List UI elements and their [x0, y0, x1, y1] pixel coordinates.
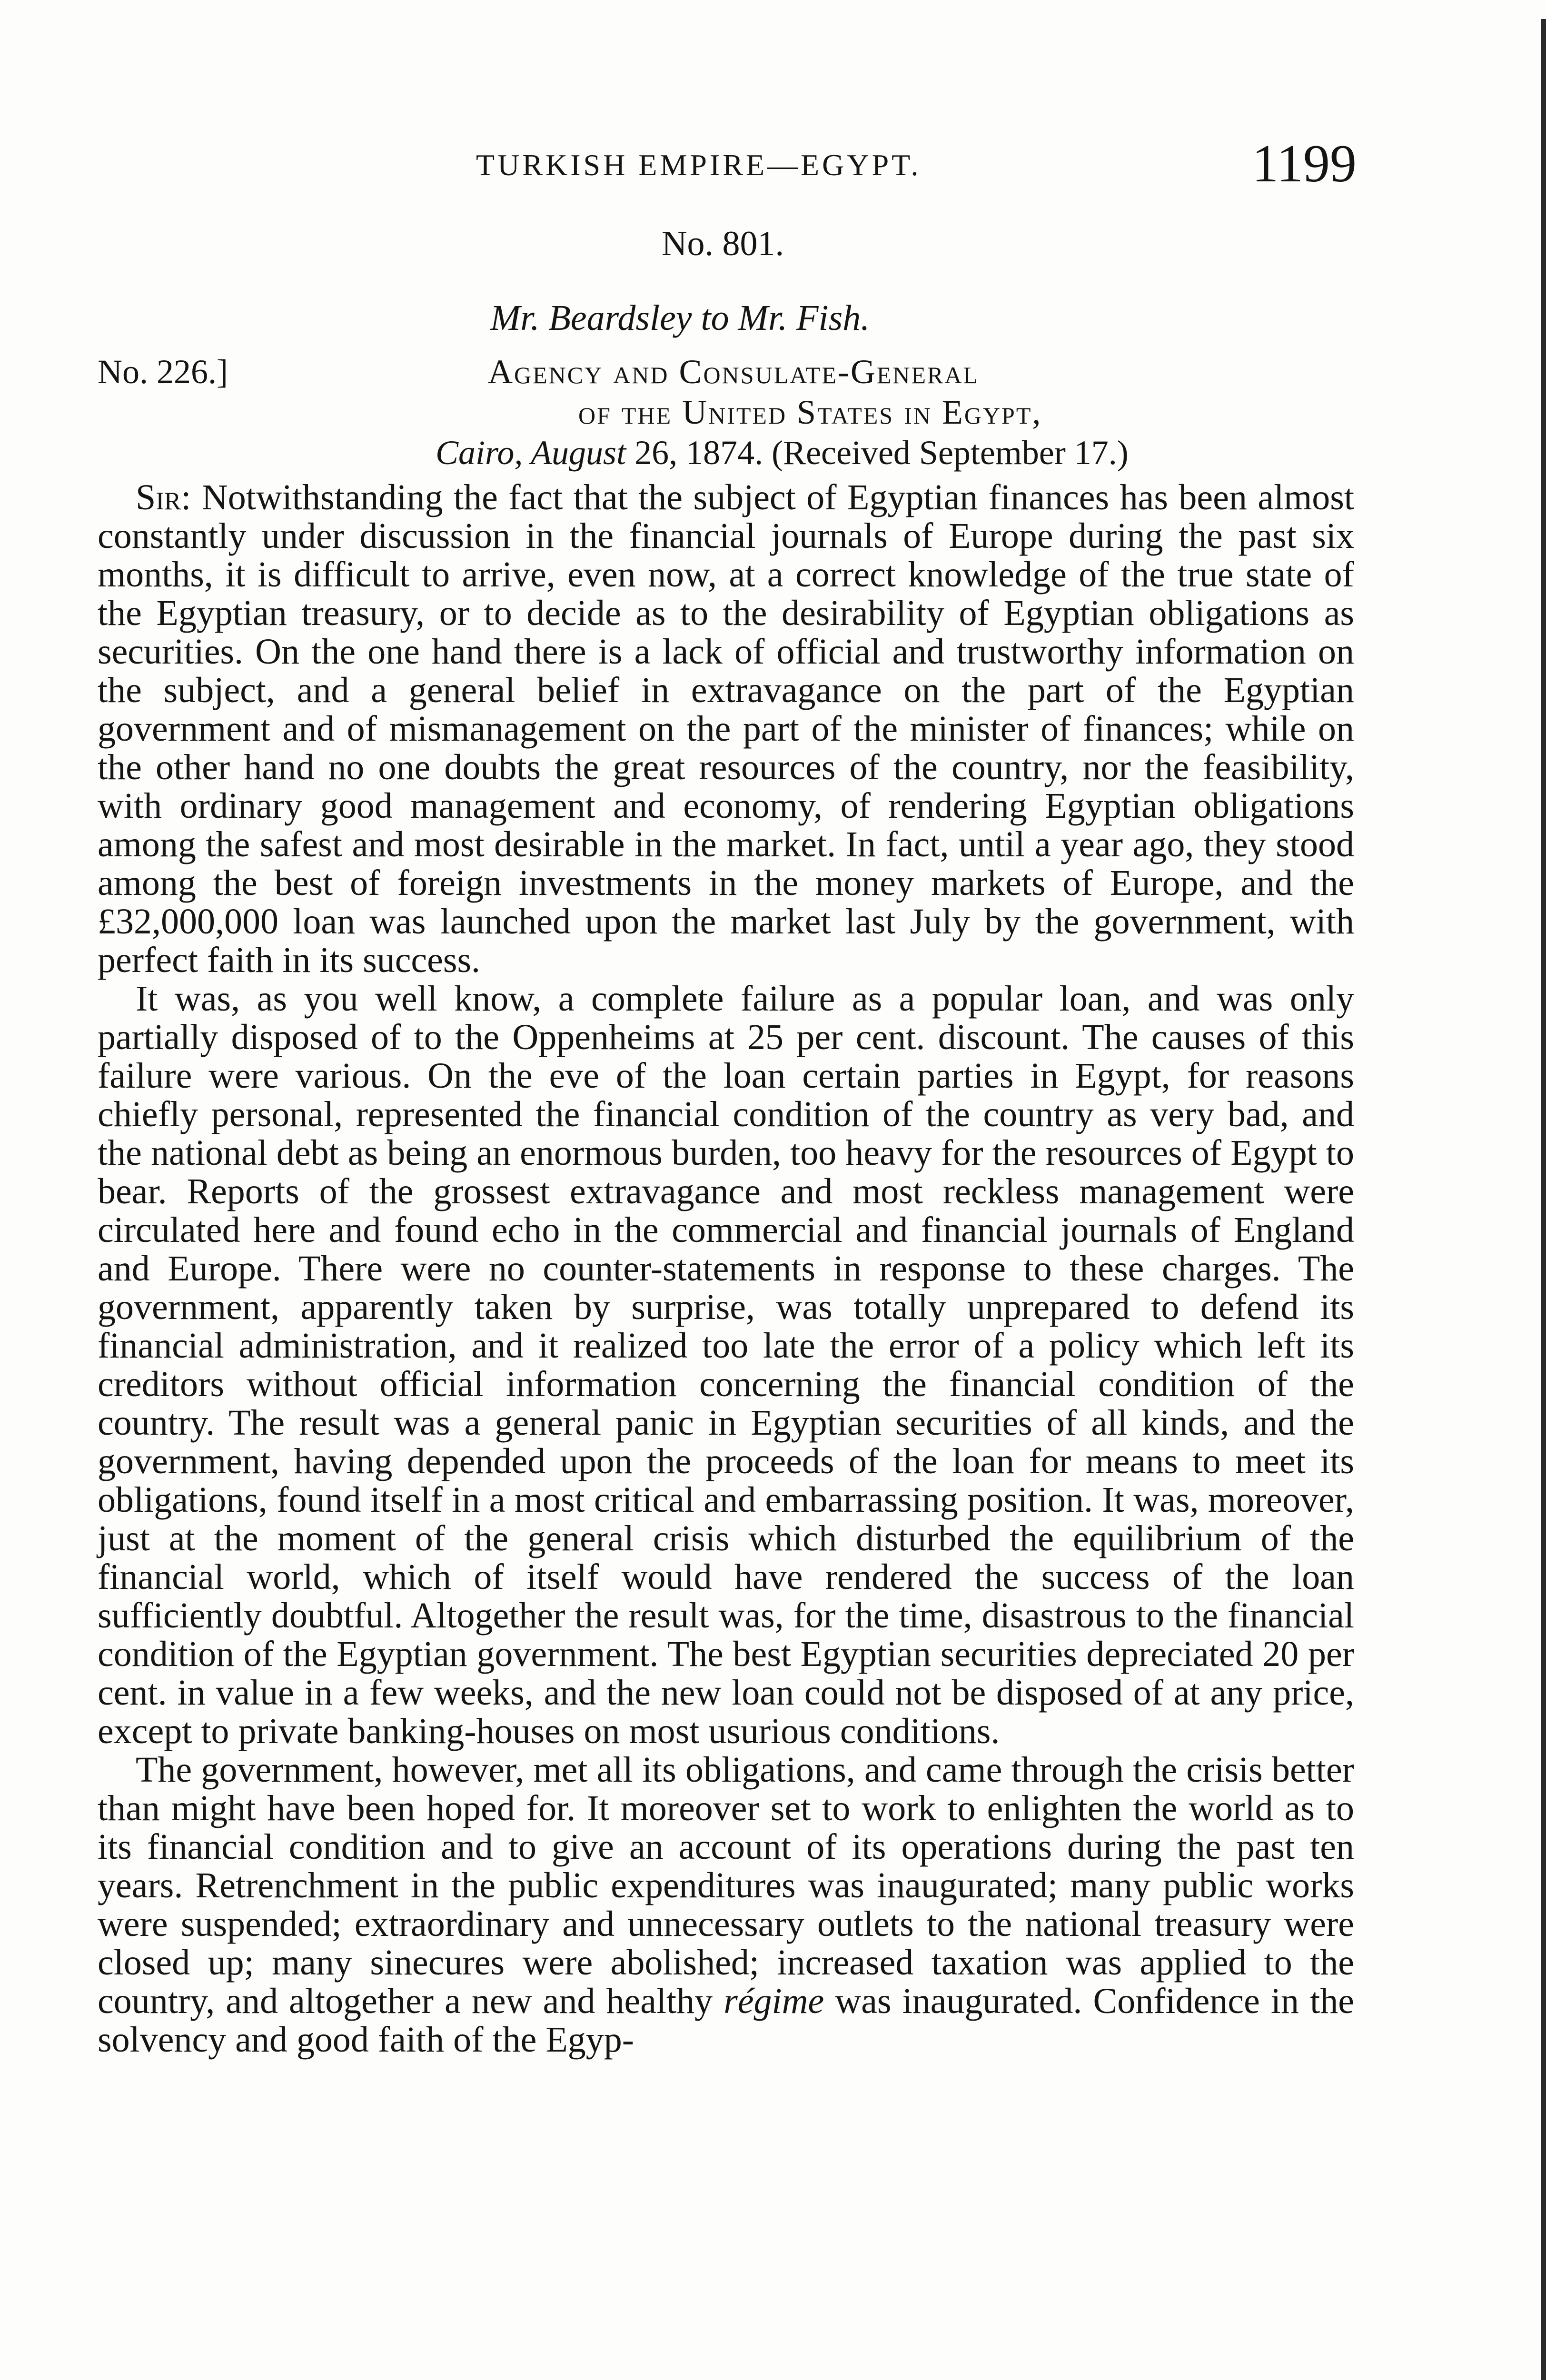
paragraph-2: It was, as you well know, a complete failure as a popular loan, and was only partially disposed of to the Oppenheims at 25 per cent. discount. The causes of this failure were various. On the eve of the loan certain parties in Egypt, for reasons chiefly personal, represented the financial condition of the country as very bad, and the national debt as being an enormous burden, too heavy for the resources of Egypt to bear. Reports of the grossest extravagance and most reckless management were circulated here and found echo in the commercial and financial journals of England and Europe. There were no counter-statements in response to these charges. The government, apparently taken by surprise, was totally unprepared to defend its financial administration, and it realized too late the error of a policy which left its creditors without official information concerning the financial condition of the country. The result was a general panic in Egyptian securities of all kinds, and the government, having depended upon the proceeds of the loan for means to meet its obligations, found itself in a most critical and embarrassing position. It was, moreover, just at the moment of the general crisis which disturbed the equilibrium of the financial world, which of itself would have rendered the success of the loan sufficiently doubtful. Altogether the result was, for the time, disastrous to the financial condition of the Egyptian government. The best Egyptian securities depreciated 20 per cent. in value in a few weeks, and the new loan could not be disposed of at any price, except to private banking-houses on most usurious conditions. — [98, 979, 1354, 1751]
document-number: No. 801. — [662, 224, 784, 263]
page-number: 1199 — [1252, 134, 1357, 193]
paragraph-3 — [98, 1751, 1354, 2059]
correspondents-line: Mr. Beardsley to Mr. Fish. — [490, 298, 870, 338]
paragraph-3-text-start: The government, however, met all its obligations, and came through the crisis better than might have been hoped for. It moreover set to work to enlighten the world as to its financial condition and to give an account of its operations during the past ten years. Retrenchment in the public expenditures was inaugurated; many public works were suspended; extraordinary and unnecessary outlets to the national treasury were closed up; many sinecures were abolished; increased taxation was applied to the country, and altogether a new and healthy — [98, 1750, 1354, 2021]
dateline-place: Cairo, August — [436, 434, 626, 472]
dateline — [436, 433, 1129, 473]
running-head: TURKISH EMPIRE—EGYPT. — [476, 148, 922, 182]
dateline-date: 26, 1874. — [626, 434, 763, 472]
paragraph-1-text: Notwithstanding the fact that the subject of Egyptian finances has been almost constantly under discussion in the financial journals of Europe during the past six months, it is difficult to arrive, even now, at a correct knowledge of the true state of the Egyptian treasury, or to decide as to the desirability of Egyptian obligations as securities. On the one hand there is a lack of official and trustworthy information on the subject, and a general belief in extravagance on the part of the Egyptian government and of mismanagement on the part of the minister of finances; while on the other hand no one doubts the great resources of the country, nor the feasibility, with ordinary good management and economy, of rendering Egyptian obligations among the safest and most desirable in the market. In fact, until a year ago, they stood among the best of foreign investments in the money markets of Europe, and the £32,000,000 loan was launched upon the market last July by the government, with perfect faith in its success. — [98, 477, 1354, 980]
agency-line-1: Agency and Consulate-General — [488, 353, 980, 391]
paragraph-3-text-end: was inaugurated. Confidence in the solvency and good faith of the Egyp- — [98, 1981, 1354, 2060]
salutation: Sir: — [136, 477, 191, 517]
dateline-received: (Received September 17.) — [772, 434, 1129, 472]
paragraph-1 — [98, 478, 1354, 980]
agency-line-2: of the United States in Egypt, — [578, 393, 1042, 431]
page-edge — [1541, 19, 1546, 2380]
despatch-number: No. 226.] — [98, 353, 228, 391]
page-header — [476, 133, 1357, 200]
letter-body — [98, 478, 1354, 2059]
regime-word: régime — [723, 1981, 824, 2021]
